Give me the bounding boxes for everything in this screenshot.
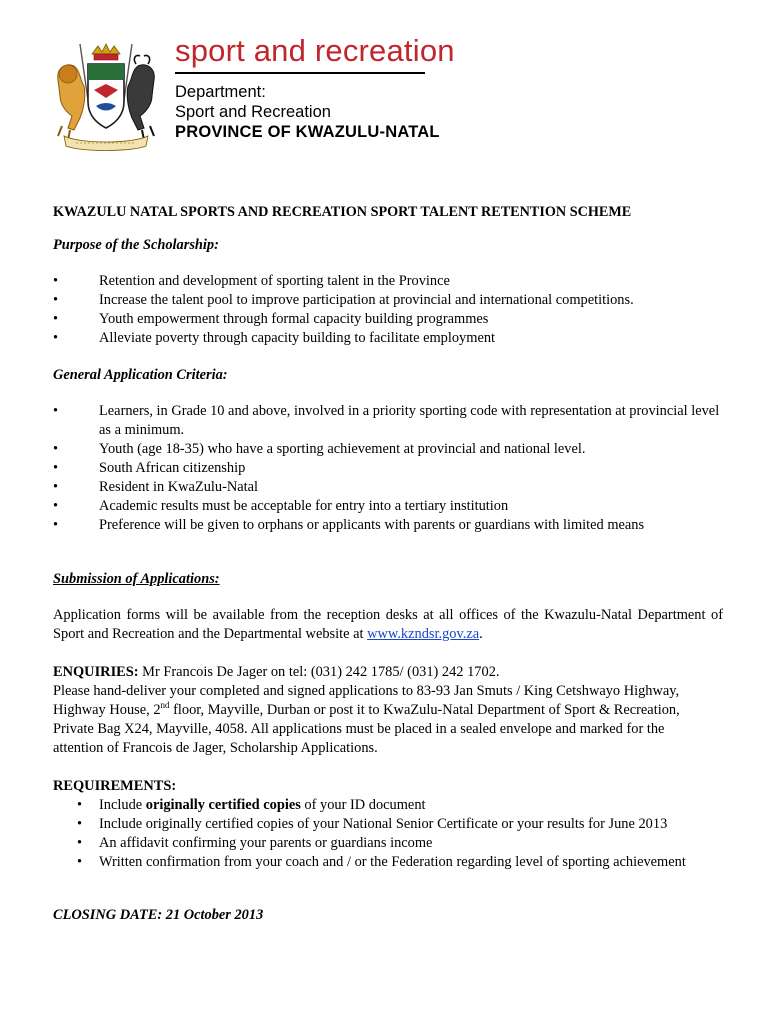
list-item [53,796,723,815]
document-body [53,203,723,925]
list-item-text: An affidavit confirming your parents or guardians income [99,835,433,851]
purpose-heading: Purpose of the Scholarship: [53,237,219,253]
list-item [53,329,723,348]
delivery-text-a: Highway House, 2 [53,702,161,718]
list-item-text: Learners, in Grade 10 and above, involved in a priority sporting code with representation at provincial level as a minimum. [99,403,720,438]
list-item [53,459,723,478]
bullet: • [53,479,59,495]
enquiries-line [53,663,723,682]
header-brand [175,32,455,142]
submission-text: Application forms will be available from the reception desks at all offices of the Kwazulu-Natal Department of Sport and Recreation and the Departmental website at [53,607,723,642]
list-item [53,815,723,834]
req-post: of your ID document [300,797,426,813]
enquiries-label: ENQUIRIES: [53,664,139,680]
bullet: • [53,517,59,533]
bullet: • [53,441,59,457]
bullet: • [77,854,83,870]
requirements-list [53,796,723,872]
req-bold: originally certified copies [145,797,301,813]
bullet: • [53,292,59,308]
document-title: KWAZULU NATAL SPORTS AND RECREATION SPORT TALENT RETENTION SCHEME [53,204,632,220]
brand-title: sport and recreation [175,33,455,68]
requirements-heading: REQUIREMENTS: [53,778,177,794]
bullet: • [77,797,83,813]
list-item-text: Include originally certified copies of your National Senior Certificate or your results for June 2013 [99,816,668,832]
delivery-line-4: attention of Francois de Jager, Scholarship Applications. [53,740,378,756]
purpose-list [53,272,723,348]
list-item-text: Written confirmation from your coach and / or the Federation regarding level of sporting achievement [99,854,686,870]
brand-rule [175,72,425,74]
coat-of-arms-icon [50,40,162,152]
department-label: Department: [175,83,266,101]
bullet: • [53,403,59,419]
list-item [53,310,723,329]
submission-heading: Submission of Applications: [53,571,220,587]
enquiries-text: Mr Francois De Jager on tel: (031) 242 1785/ (031) 242 1702. [138,664,500,680]
bullet: • [53,330,59,346]
department-name: Sport and Recreation [175,103,331,121]
closing-date: CLOSING DATE: 21 October 2013 [53,907,264,923]
criteria-list [53,402,723,535]
list-item-text: Resident in KwaZulu-Natal [99,479,259,495]
delivery-line-3: Private Bag X24, Mayville, 4058. All applications must be placed in a sealed envelope and marked for the [53,721,665,737]
list-item [53,478,723,497]
bullet: • [53,460,59,476]
delivery-text-b: floor, Mayville, Durban or post it to KwaZulu-Natal Department of Sport & Recreation, [169,702,680,718]
list-item-text: Increase the talent pool to improve participation at provincial and international competitions. [99,292,634,308]
bullet: • [53,273,59,289]
req-pre: Include [99,797,146,813]
bullet: • [53,311,59,327]
list-item [53,402,723,440]
delivery-line-2 [53,701,723,720]
list-item-text: Preference will be given to orphans or applicants with parents or guardians with limited means [99,517,645,533]
delivery-line-1: Please hand-deliver your completed and signed applications to 83-93 Jan Smuts / King Cetshwayo Highway, [53,683,680,699]
website-link[interactable]: www.kzndsr.gov.za [367,626,480,642]
list-item-text: Youth (age 18-35) who have a sporting achievement at provincial and national level. [99,441,586,457]
submission-period: . [479,626,483,642]
list-item [53,516,723,535]
bullet: • [53,498,59,514]
list-item-text: South African citizenship [99,460,246,476]
list-item-text: Alleviate poverty through capacity building to facilitate employment [99,330,496,346]
list-item-text: Youth empowerment through formal capacity building programmes [99,311,489,327]
list-item [53,497,723,516]
bullet: • [77,835,83,851]
province-name: PROVINCE OF KWAZULU-NATAL [175,123,440,141]
list-item [53,853,723,872]
criteria-heading: General Application Criteria: [53,367,228,383]
list-item [53,272,723,291]
bullet: • [77,816,83,832]
list-item [53,834,723,853]
list-item [53,440,723,459]
submission-paragraph [53,606,723,644]
list-item-text: Retention and development of sporting talent in the Province [99,273,450,289]
list-item [53,291,723,310]
ordinal-suffix: nd [160,700,170,711]
list-item-text: Academic results must be acceptable for entry into a tertiary institution [99,498,509,514]
